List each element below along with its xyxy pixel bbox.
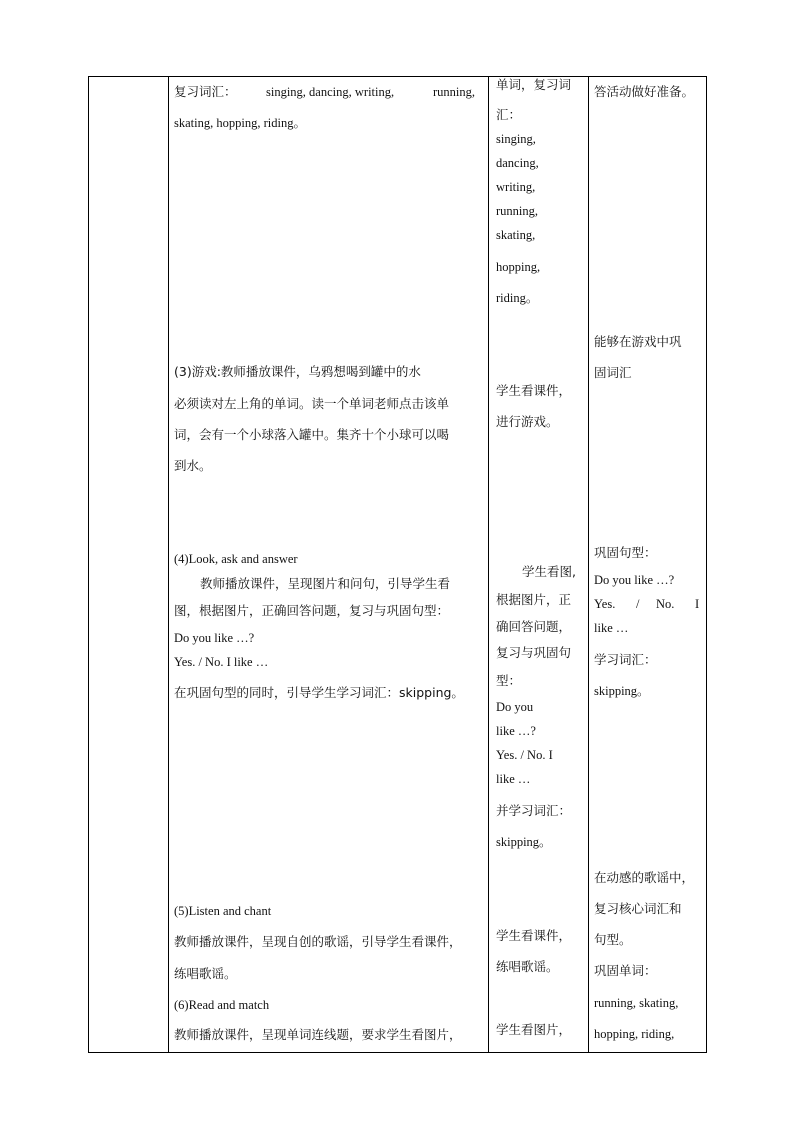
table-left-border bbox=[88, 76, 89, 1053]
purpose-look-line6: skipping。 bbox=[594, 684, 650, 698]
student-word-3: writing, bbox=[496, 180, 536, 194]
purpose-chant-line6: hopping, riding, bbox=[594, 1027, 675, 1041]
game-title: (3)游戏:教师播放课件，乌鸦想喝到罐中的水 bbox=[174, 364, 421, 379]
student-look-line1: 学生看图, bbox=[522, 564, 576, 579]
purpose-line-1: 答活动做好准备。 bbox=[594, 84, 695, 99]
listen-chant-title: (5)Listen and chant bbox=[174, 904, 272, 918]
column-divider-3 bbox=[588, 76, 589, 1053]
purpose-game-line1: 能够在游戏中巩 bbox=[594, 334, 682, 349]
game-line-2: 必须读对左上角的单词。读一个单词老师点击该单 bbox=[174, 396, 450, 411]
read-line-1: 教师播放课件，呈现单词连线题，要求学生看图片， bbox=[174, 1027, 462, 1042]
student-chant-line2: 练唱歌谣。 bbox=[496, 959, 559, 974]
student-look-line5: 型： bbox=[496, 673, 522, 688]
column-divider-1 bbox=[168, 76, 169, 1053]
look-ask-answer-title: (4)Look, ask and answer bbox=[174, 552, 298, 566]
look-line-2: 图，根据图片，正确回答问题，复习与巩固句型： bbox=[174, 603, 450, 618]
student-word-hopping: hopping, bbox=[496, 260, 541, 274]
student-word-4: running, bbox=[496, 204, 539, 218]
look-line-5: 在巩固句型的同时，引导学生学习词汇：skipping。 bbox=[174, 685, 464, 700]
student-look-line6: Do you bbox=[496, 700, 534, 714]
student-look-line8: Yes. / No. I bbox=[496, 748, 553, 762]
review-words-line2: skating, hopping, riding。 bbox=[174, 116, 306, 130]
student-word-5: skating, bbox=[496, 228, 536, 242]
game-line-4: 到水。 bbox=[174, 458, 212, 473]
purpose-look-i: I bbox=[695, 597, 700, 611]
purpose-chant-line2: 复习核心词汇和 bbox=[594, 901, 682, 916]
table-right-border bbox=[706, 76, 707, 1053]
look-line-4: Yes. / No. I like … bbox=[174, 655, 269, 669]
student-chant-line1: 学生看课件， bbox=[496, 928, 572, 943]
purpose-look-yes: Yes. bbox=[594, 597, 616, 611]
student-word-riding: riding。 bbox=[496, 291, 539, 305]
purpose-game-line2: 固词汇 bbox=[594, 365, 632, 380]
look-line-1: 教师播放课件，呈现图片和问句，引导学生看 bbox=[200, 576, 451, 591]
student-look-line9: like … bbox=[496, 772, 531, 786]
student-look-line3: 确回答问题， bbox=[496, 619, 572, 634]
review-label: 复习词汇： bbox=[174, 84, 237, 99]
table-bottom-border bbox=[88, 1052, 707, 1053]
purpose-look-line4: like … bbox=[594, 621, 629, 635]
student-review-line2: 汇： bbox=[496, 107, 522, 122]
review-words-line1b: running, bbox=[433, 85, 476, 99]
read-match-title: (6)Read and match bbox=[174, 998, 270, 1012]
look-line-3: Do you like …? bbox=[174, 631, 255, 645]
student-match-line1: 学生看图片， bbox=[496, 1022, 572, 1037]
student-look-line2: 根据图片，正 bbox=[496, 592, 572, 607]
purpose-look-line5: 学习词汇： bbox=[594, 652, 657, 667]
column-divider-2 bbox=[488, 76, 489, 1053]
student-look-line4: 复习与巩固句 bbox=[496, 645, 572, 660]
student-look-line10: 并学习词汇： bbox=[496, 803, 572, 818]
student-game-line2: 进行游戏。 bbox=[496, 414, 559, 429]
table-top-border bbox=[88, 76, 707, 77]
purpose-look-slash: / bbox=[636, 597, 640, 611]
purpose-chant-line4: 巩固单词： bbox=[594, 963, 657, 978]
purpose-look-line2: Do you like …? bbox=[594, 573, 675, 587]
game-line-3: 词，会有一个小球落入罐中。集齐十个小球可以喝 bbox=[174, 427, 450, 442]
purpose-chant-line3: 句型。 bbox=[594, 932, 632, 947]
review-words-line1: singing, dancing, writing, bbox=[266, 85, 395, 99]
listen-line-1: 教师播放课件，呈现自创的歌谣，引导学生看课件， bbox=[174, 934, 462, 949]
purpose-chant-line5: running, skating, bbox=[594, 996, 679, 1010]
student-review-line1: 单词，复习词 bbox=[496, 77, 572, 92]
listen-line-2: 练唱歌谣。 bbox=[174, 966, 237, 981]
purpose-chant-line1: 在动感的歌谣中， bbox=[594, 870, 695, 885]
student-look-line11: skipping。 bbox=[496, 835, 552, 849]
purpose-look-no: No. bbox=[656, 597, 675, 611]
student-word-1: singing, bbox=[496, 132, 536, 146]
student-word-2: dancing, bbox=[496, 156, 539, 170]
student-game-line1: 学生看课件， bbox=[496, 383, 572, 398]
student-look-line7: like …? bbox=[496, 724, 536, 738]
purpose-look-line1: 巩固句型： bbox=[594, 545, 657, 560]
